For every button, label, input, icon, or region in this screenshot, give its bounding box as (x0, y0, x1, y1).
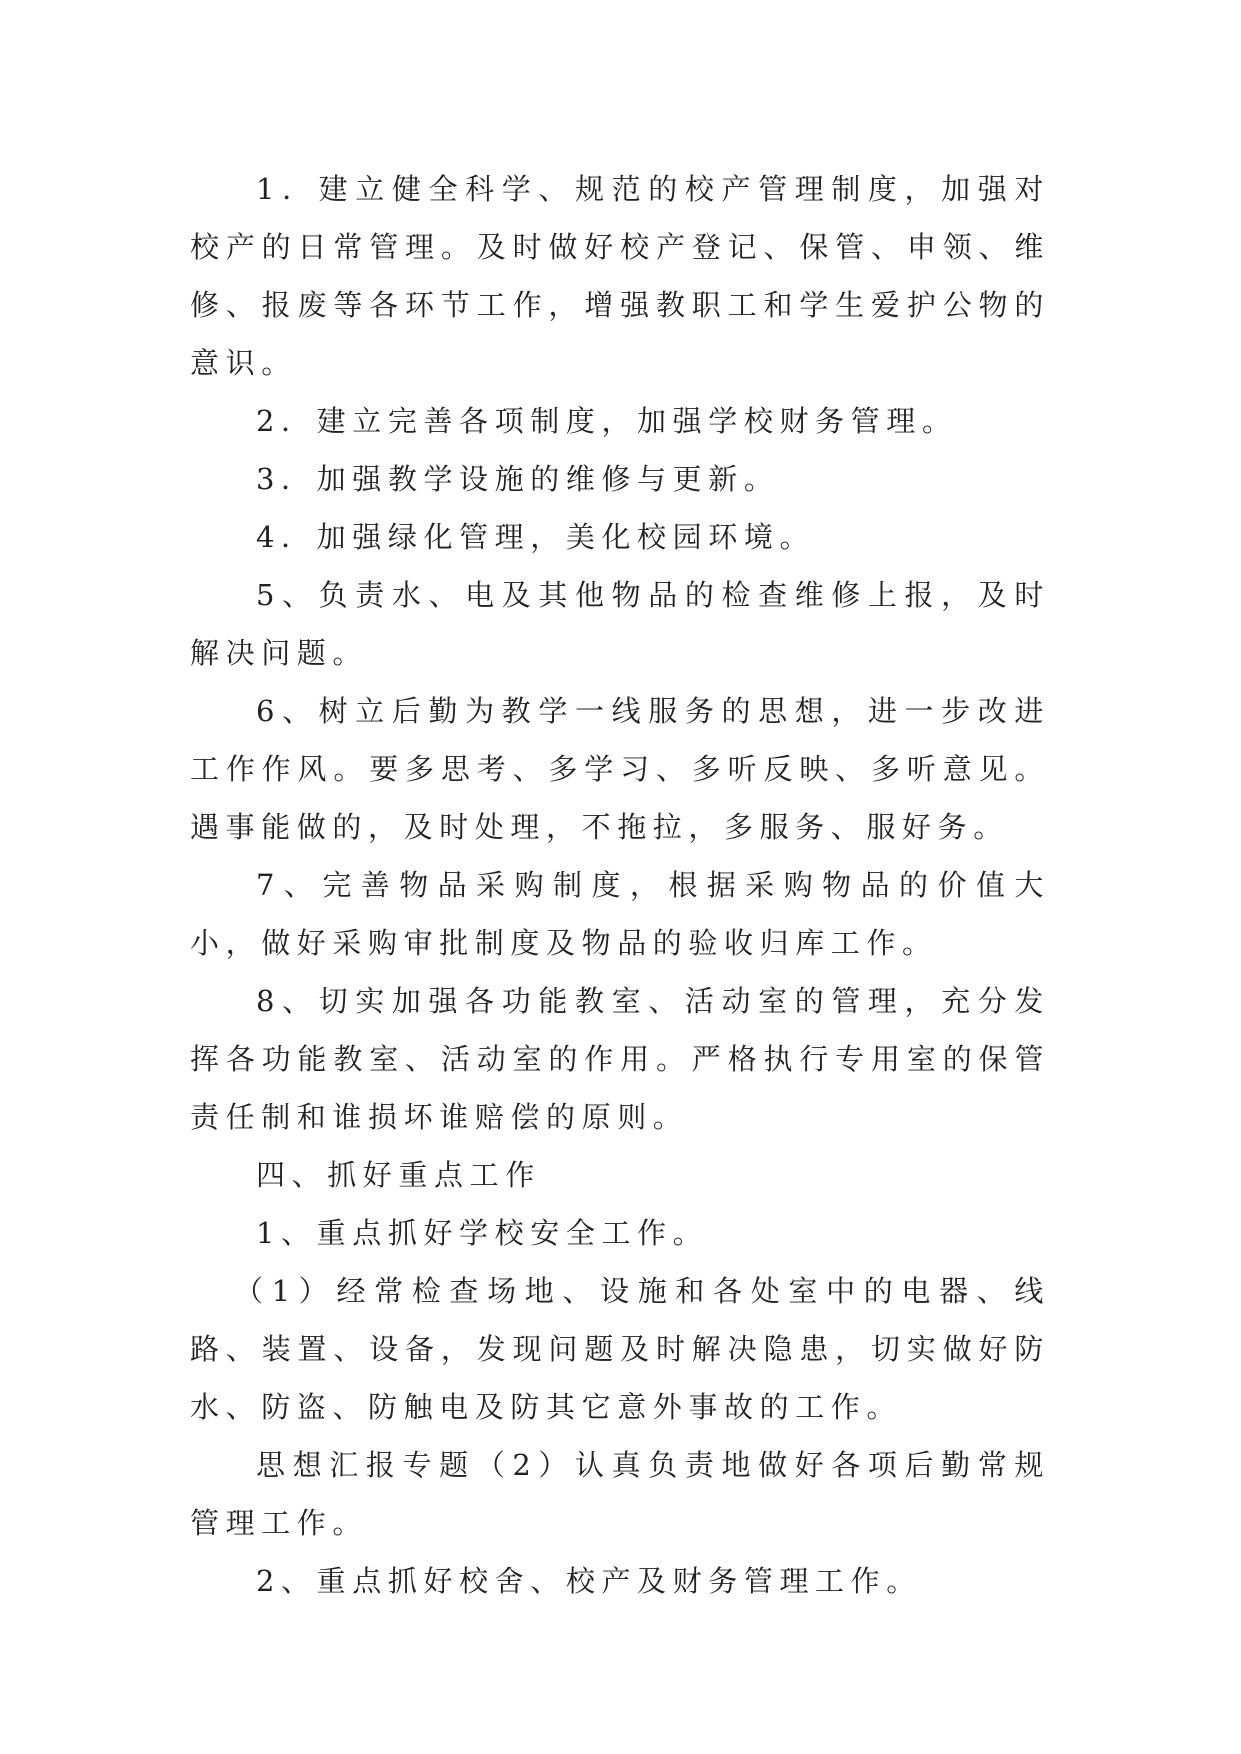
document-page (190, 160, 1050, 1610)
paragraph-2: 2．建立完善各项制度，加强学校财务管理。 (256, 404, 958, 438)
paragraph-8: 8、切实加强各功能教室、活动室的管理，充分发挥各功能教室、活动室的作用。严格执行专用室的保管责任制和谁损坏谁赔偿的原则。 (190, 984, 1050, 1134)
paragraph-10: （1）经常检查场地、设施和各处室中的电器、线路、装置、设备，发现问题及时解决隐患，切实做好防水、防盗、防触电及防其它意外事故的工作。 (190, 1274, 1050, 1424)
paragraph-12: 2、重点抓好校舍、校产及财务管理工作。 (256, 1564, 922, 1598)
paragraph-1: 1．建立健全科学、规范的校产管理制度，加强对校产的日常管理。及时做好校产登记、保管、申领、维修、报废等各环节工作，增强教职工和学生爱护公物的意识。 (190, 172, 1050, 380)
paragraph-9: 1、重点抓好学校安全工作。 (256, 1216, 709, 1250)
paragraph-11: 思想汇报专题（2）认真负责地做好各项后勤常规管理工作。 (190, 1448, 1050, 1540)
paragraph-5: 5、负责水、电及其他物品的检查维修上报，及时解决问题。 (190, 578, 1050, 670)
paragraph-7: 7、完善物品采购制度，根据采购物品的价值大小，做好采购审批制度及物品的验收归库工作。 (190, 868, 1050, 960)
paragraph-6: 6、树立后勤为教学一线服务的思想，进一步改进工作作风。要多思考、多学习、多听反映、多听意见。遇事能做的，及时处理，不拖拉，多服务、服好务。 (190, 694, 1050, 844)
paragraph-3: 3．加强教学设施的维修与更新。 (256, 462, 780, 496)
section-heading: 四、抓好重点工作 (256, 1158, 541, 1192)
paragraph-4: 4．加强绿化管理，美化校园环境。 (256, 520, 816, 554)
